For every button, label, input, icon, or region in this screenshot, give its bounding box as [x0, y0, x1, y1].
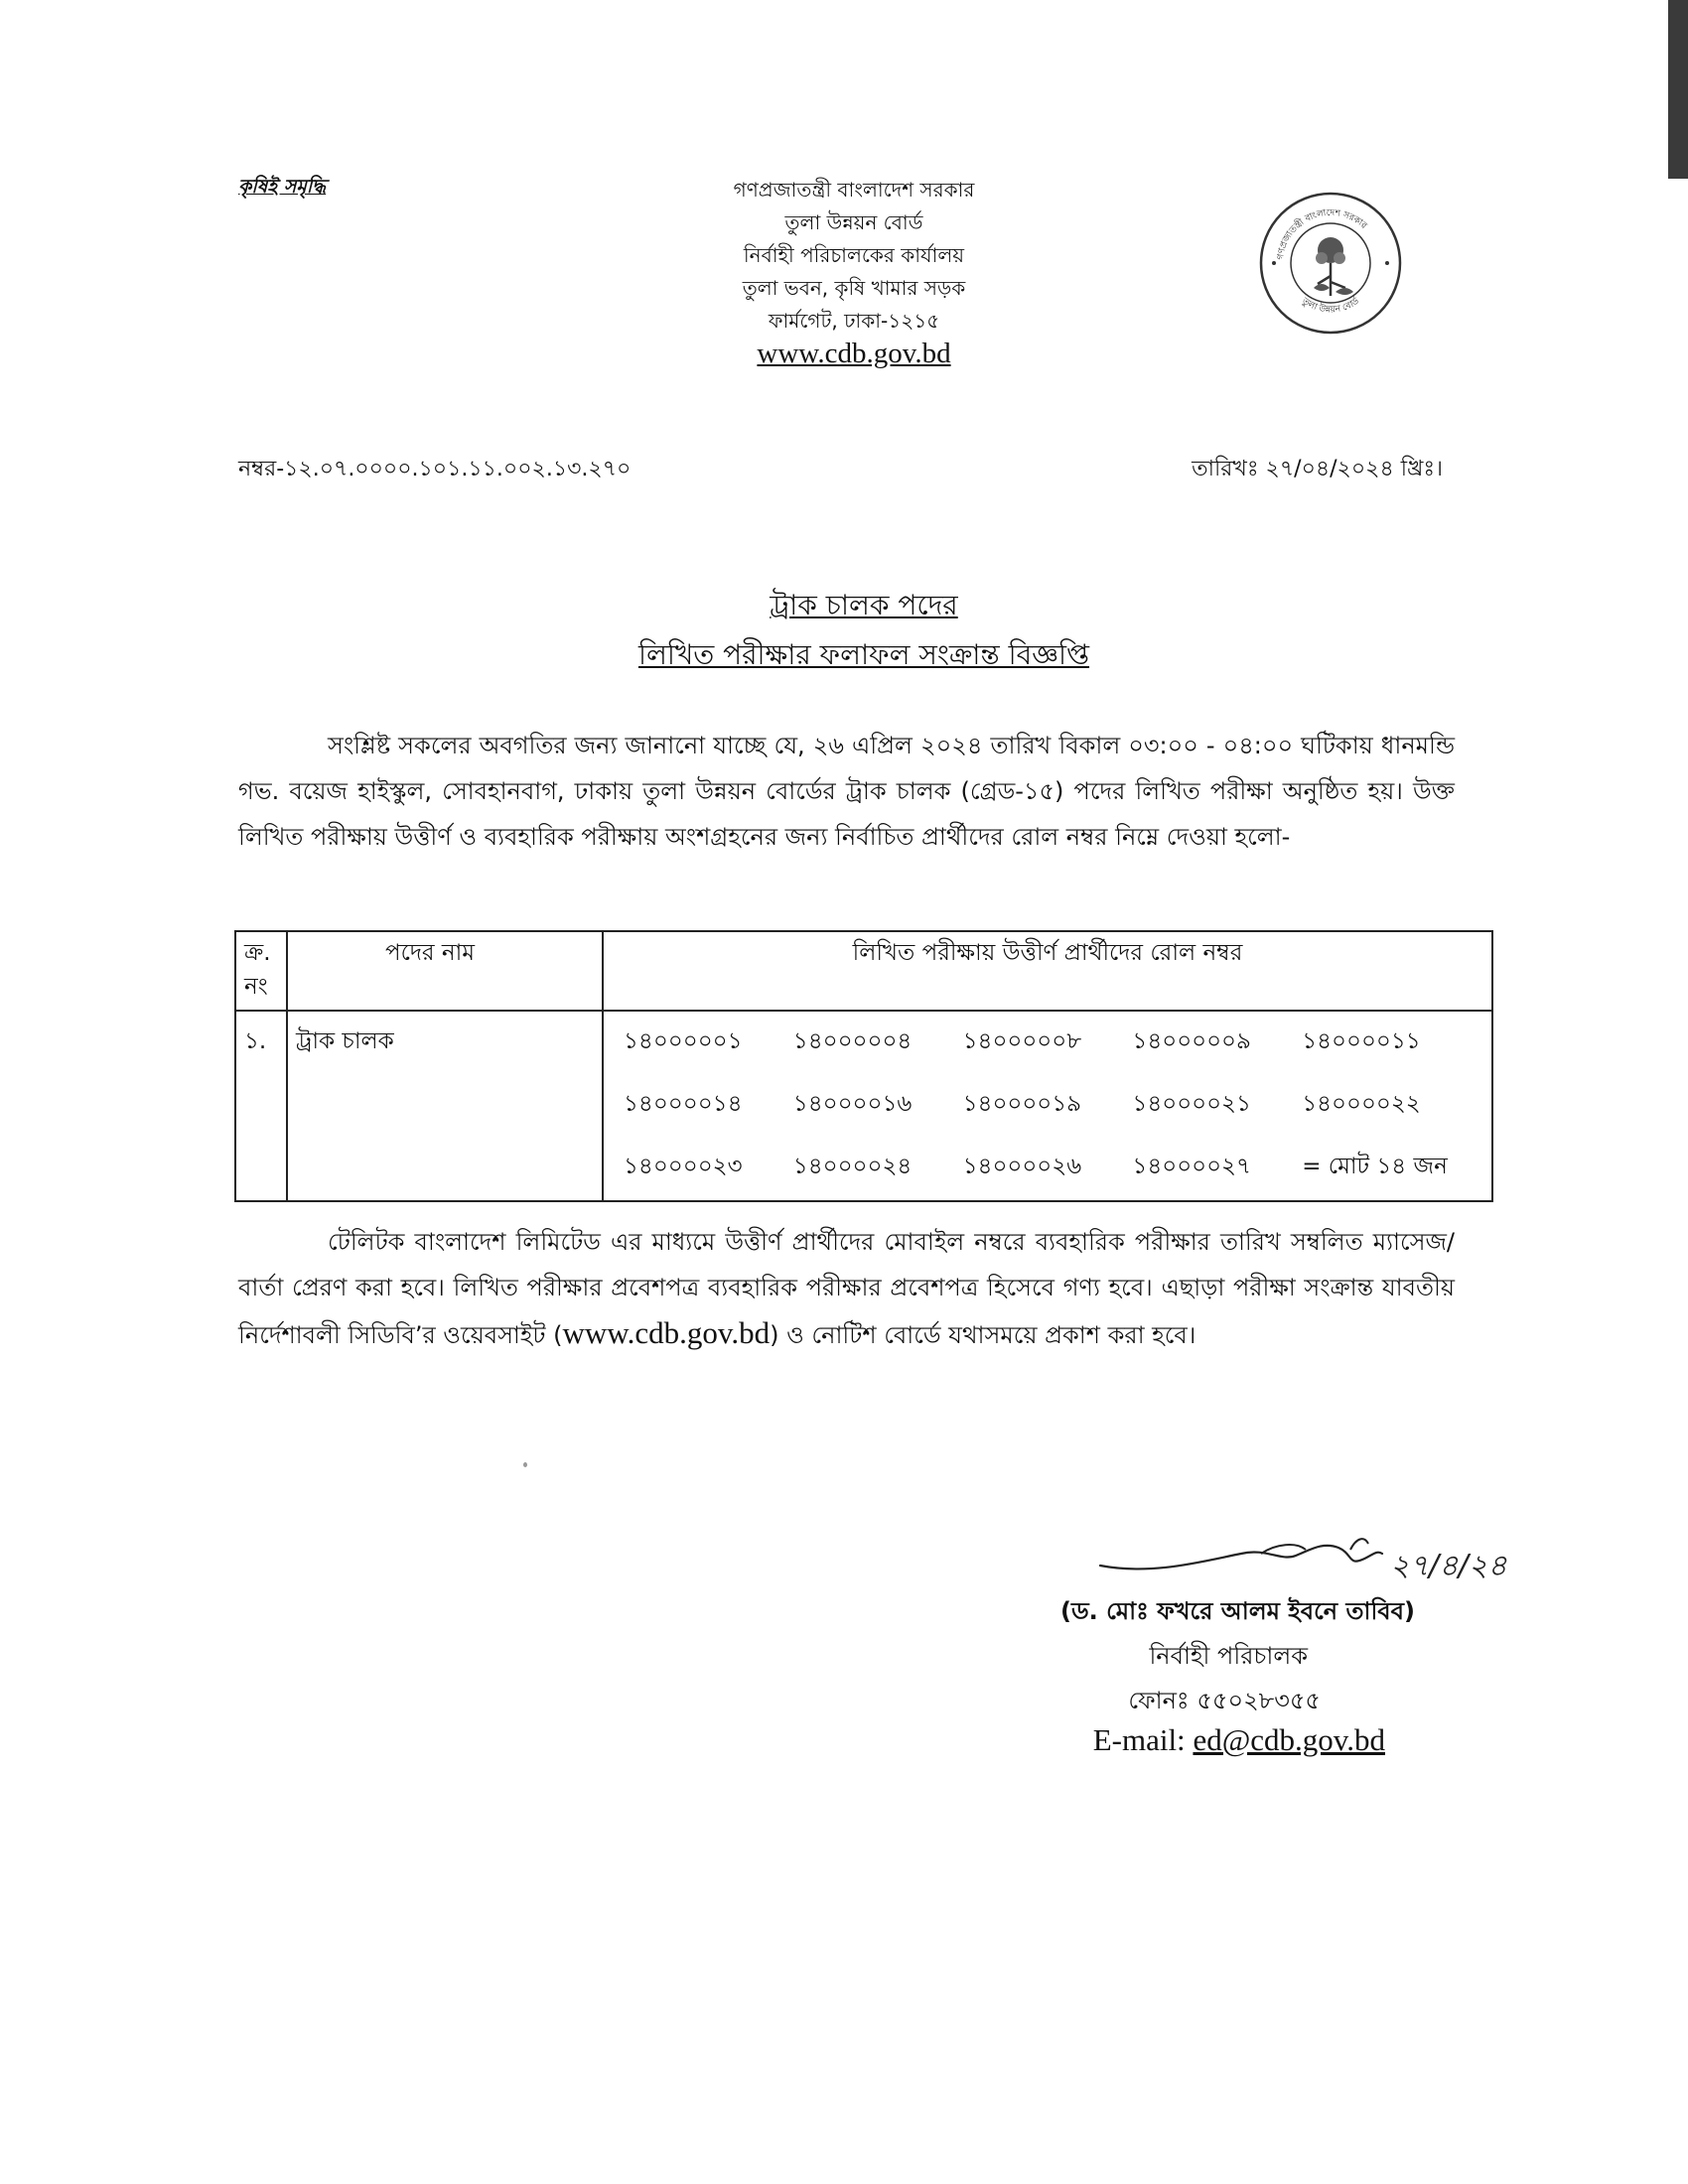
- email-label: E-mail:: [1092, 1722, 1194, 1757]
- scan-speck: [523, 1462, 527, 1467]
- roll-number: ১৪০০০০১৬: [792, 1091, 913, 1117]
- notice-paragraph-2: [238, 1219, 1455, 1358]
- serial-header: [235, 931, 287, 1011]
- roll-number: ১৪০০০০০১: [624, 1028, 743, 1054]
- row-serial: ১.: [235, 1011, 287, 1201]
- email-link[interactable]: ed@cdb.gov.bd: [1193, 1722, 1385, 1757]
- roll-number: ১৪০০০০০৮: [962, 1028, 1082, 1054]
- serial-header-line-1: ক্র.: [244, 940, 271, 966]
- result-table: [234, 930, 1493, 1202]
- roll-number: ১৪০০০০২৬: [962, 1154, 1082, 1179]
- cotton-board-seal-logo: [1256, 189, 1405, 338]
- handwritten-date: ২৭/৪/২৪: [1390, 1549, 1507, 1583]
- header-city: ফার্মগেট, ঢাকা-১২১৫: [768, 309, 940, 333]
- roll-numbers-header: লিখিত পরীক্ষায় উত্তীর্ণ প্রার্থীদের রোল নম্বর: [603, 931, 1492, 1011]
- serial-header-line-2: নং: [244, 974, 268, 1000]
- header-organization: তুলা উন্নয়ন বোর্ড: [784, 210, 923, 234]
- header-website-link[interactable]: www.cdb.gov.bd: [757, 338, 951, 369]
- roll-number: ১৪০০০০২৭: [1132, 1154, 1251, 1179]
- table-header-row: [235, 931, 1492, 1011]
- issue-date: তারিখঃ ২৭/০৪/২০২৪ খ্রিঃ।: [1192, 457, 1443, 481]
- roll-number: ১৪০০০০১৪: [624, 1091, 743, 1117]
- header-government: গণপ্রজাতন্ত্রী বাংলাদেশ সরকার: [733, 178, 975, 202]
- signatory-designation: নির্বাহী পরিচালক: [1149, 1642, 1308, 1670]
- header-address: তুলা ভবন, কৃষি খামার সড়ক: [742, 276, 966, 300]
- scan-edge: [1668, 0, 1688, 179]
- seal-top-text: গণপ্রজাতন্ত্রী বাংলাদেশ সরকার: [1276, 207, 1369, 261]
- paragraph-2-text-start: টেলিটক বাংলাদেশ লিমিটেড এর মাধ্যমে উত্তীর্ণ প্রার্থীদের মোবাইল নম্বরে ব্যবহারিক পরীক্ষার তারিখ সম্বলিত ম্যাসেজ/বার্তা প্রেরণ করা হবে। লিখিত পরীক্ষার প্রবেশপত্র ব্যবহারিক পরীক্ষার প্রবেশপত্র হিসেবে গণ্য হবে। এছাড়া পরীক্ষা সংক্রান্ত যাবতীয় নির্দেশাবলী সিডিবি’র ওয়েবসাইট (: [238, 1228, 1455, 1349]
- post-name-header: [287, 931, 603, 1011]
- roll-number: ১৪০০০০০৪: [792, 1028, 913, 1054]
- post-name-header-text: পদের নাম: [385, 940, 476, 966]
- memo-number: নম্বর-১২.০৭.০০০০.১০১.১১.০০২.১৩.২৭০: [238, 457, 632, 481]
- roll-number: ১৪০০০০২৩: [624, 1154, 743, 1179]
- seal-bottom-text: তুলা উন্নয়ন বোর্ড: [1300, 296, 1361, 316]
- total-candidates: = মোট ১৪ জন: [1302, 1154, 1448, 1179]
- roll-number: ১৪০০০০২৪: [792, 1154, 913, 1179]
- roll-number: ১৪০০০০২১: [1132, 1091, 1251, 1117]
- roll-number: ১৪০০০০১১: [1302, 1028, 1421, 1054]
- roll-number: ১৪০০০০২২: [1302, 1091, 1421, 1117]
- signatory-phone: ফোনঃ ৫৫০২৮৩৫৫: [1128, 1687, 1321, 1714]
- roll-number: ১৪০০০০১৯: [962, 1091, 1082, 1117]
- signatory-email: [1093, 1722, 1385, 1758]
- header-office: নির্বাহী পরিচালকের কার্যালয়: [743, 243, 965, 267]
- signatory-name: (ড. মোঃ ফখরে আলম ইবনে তাবিব): [1059, 1597, 1415, 1625]
- slogan: কৃষিই সমৃদ্ধি: [238, 176, 327, 198]
- roll-number-grid: [624, 1022, 1472, 1186]
- paragraph-2-text-end: ) ও নোটিশ বোর্ডে যথাসময়ে প্রকাশ করা হবে।: [770, 1321, 1196, 1349]
- notice-paragraph-1: সংশ্লিষ্ট সকলের অবগতির জন্য জানানো যাচ্ছে যে, ২৬ এপ্রিল ২০২৪ তারিখ বিকাল ০৩:০০ - ০৪:০০ ঘটিকায় ধানমন্ডি গভ. বয়েজ হাইস্কুল, সোবহানবাগ, ঢাকায় তুলা উন্নয়ন বোর্ডের ট্রাক চালক (গ্রেড-১৫) পদের লিখিত পরীক্ষা অনুষ্ঠিত হয়। উক্ত লিখিত পরীক্ষায় উত্তীর্ণ ও ব্যবহারিক পরীক্ষায় অংশগ্রহনের জন্য নির্বাচিত প্রার্থীদের রোল নম্বর নিম্নে দেওয়া হলো-: [238, 732, 1455, 851]
- notice-title-line-2: লিখিত পরীক্ষার ফলাফল সংক্রান্ত বিজ্ঞপ্তি: [637, 638, 1090, 671]
- roll-numbers-cell: [603, 1011, 1492, 1201]
- paragraph-2-website-link[interactable]: www.cdb.gov.bd: [562, 1315, 771, 1350]
- notice-title-line-1: ট্রাক চালক পদের: [770, 589, 958, 621]
- row-post-name: ট্রাক চালক: [287, 1011, 603, 1201]
- table-row: [235, 1011, 1492, 1201]
- roll-number: ১৪০০০০০৯: [1132, 1028, 1251, 1054]
- svg-text:তুলা উন্নয়ন বোর্ড: [1299, 296, 1361, 316]
